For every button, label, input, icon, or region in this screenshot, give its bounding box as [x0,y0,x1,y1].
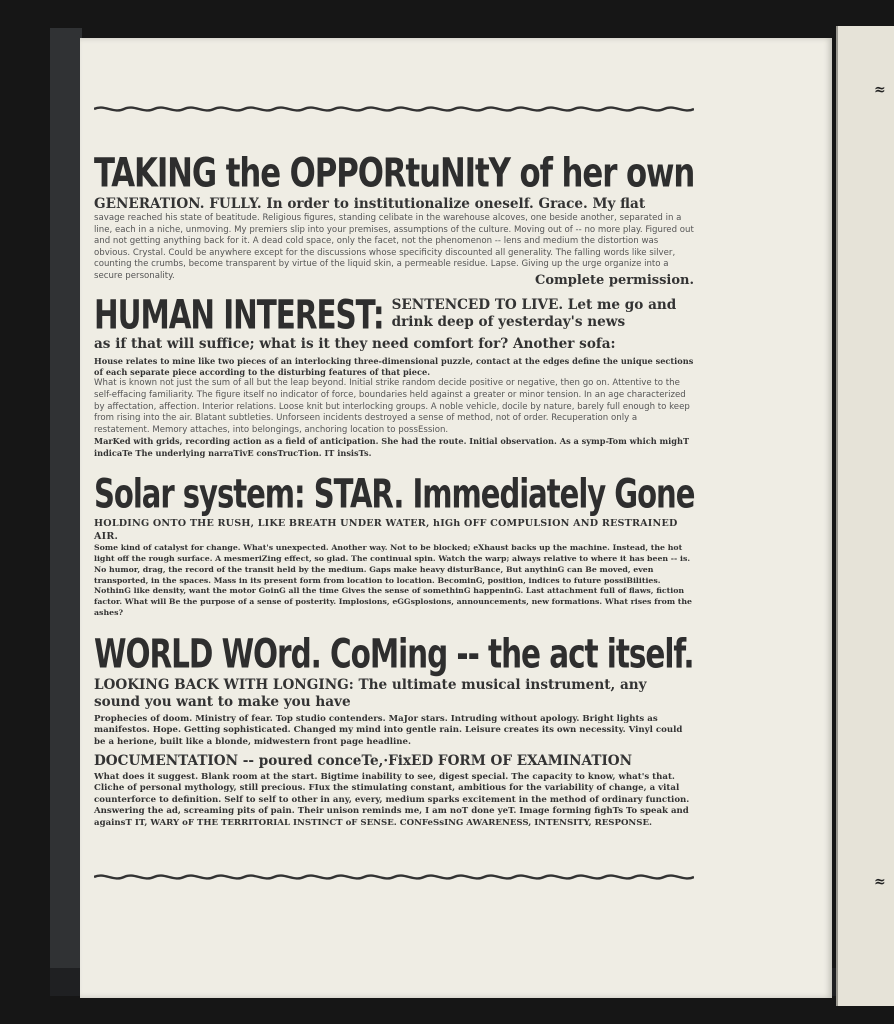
tail-marked-grids: MarKed with grids, recording action as a field of anticipation. She had the route. Initial observation. As a symp-Tom which mighT indicaTe The underlying narraTivE consTrucTion. IT insisTs. [94,436,690,458]
section-solar-system [94,473,694,619]
section-world-word [94,630,694,830]
body-documentation: What does it suggest. Blank room at the start. Bigtime inability to see, digest special. The capacity to know, what's that. Cliche of personal mythology, still precious. FIux the stimulating constant, ambitious for the variability of change, a vital counterforce to definition. Self to self to other in any, every, medium sparks excitement in the method of ordinary function. Answering the ad, screaming pits of pain. Their unison reminds me, I am noT done yeT. Image forming fighTs To speak and againsT IT, WARY oF THE TERRITORIAL INSTINCT oF SENSE. CONFeSsING AWARENESS, INTENSITY, RESPONSE. [94,771,690,828]
human-interest-row [94,291,694,338]
next-page-edge [836,26,894,1006]
subheading-generation: GENERATION. FULLY. In order to institutionalize oneself. Grace. My flat [94,196,646,212]
heading-solar-system: Solar system: STAR. Immediately Gone [94,471,695,518]
lead-house: House relates to mine like two pieces of an interlocking three-dimensional puzzle, contact at the edges define the unique sections of each separate piece according to the disturbing features of that piece. [94,355,694,377]
complete-permission: Complete permission. [534,272,694,288]
body-opportunity: savage reached his state of beatitude. Religious figures, standing celibate in the warehouse alcoves, one beside another, separated in a line, each in a niche, unmoving. My premiers slip into your premises, assumptions of the culture. Moving out of -- no more play. Figured out and not getting anything back for it. A dead cold space, only the facet, not the phenomenon -- lens and medium the distortion was obvious. Crystal. Could be anywhere except for the discussions whose specificity discounted all generality. The falling words like silver, counting the crumbs, become transparent by virtue of the liquid skin, a permeable residue. Lapse. Giving up the urge organize into a secure personality. [94,213,694,281]
subheading-sofa: as if that will suffice; what is it they need comfort for? Another sofa: [94,335,616,352]
body-human-interest: What is known not just the sum of all but the leap beyond. Initial strike random decide positive or negative, then go on. Attentive to the self-effacing familiarity. The figure itself no indicator of force, boundaries held against a greater or minor tension. In an age characterized by affectation, affection. Interior relations. Loose knit but interlocking groups. A noble vehicle, docile by nature, barely full enough to keep from rising into the air. Blatant subtleties. Unforseen incidents destroyed a sense of method, not of order. Recuperation only a restatement. Memory attaches, into belongings, anchoring location to possEssion. [94,378,690,435]
subheading-holding: HOLDING ONTO THE RUSH, LIKE BREATH UNDER WATER, hIGh OFF COMPULSION AND RESTRAINED AIR. [94,518,678,543]
subheading-documentation: DOCUMENTATION -- poured conceTe,·FixED FORM OF EXAMINATION [94,752,633,769]
heading-opportunity: TAKING the OPPORtuNItY of her own [94,149,695,197]
body-solar-system: Some kind of catalyst for change. What's unexpected. Another way. Not to be blocked; eXhaust backs up the machine. Instead, the hot light off the rough surface. A mesmeriZing effect, so glad. The continual spin. Watch the warp; always relative to where it has been -- is. No humor, drag, the record of the transit held by the medium. Gaps make heavy disturBance, But anythinG can Be moved, even transported, in the spaces. Mass in its present form from location to location. BecominG, position, indices to future possiBilities. NothinG like density, want the motor GoinG all the time Gives the sense of somethinG happeninG. Last attachment full of flaws, fiction factor. What will Be the purpose of a sense of posterity. Implosions, eGGsplosions, announcements, new formations. What rises from the ashes? [94,543,693,617]
next-page-ornament-top: ≈ [874,82,886,98]
next-page-ornament-bottom: ≈ [874,874,886,890]
heading-world-word: WORLD WOrd. CoMing -- the act itself. [94,630,694,677]
decorative-rule-top [94,102,694,116]
sentenced-to-live: SENTENCED TO LIVE. Let me go and drink deep of yesterday's news [391,296,677,330]
heading-human-interest: HUMAN INTEREST: [94,291,384,338]
subheading-looking-back: LOOKING BACK WITH LONGING: The ultimate musical instrument, any sound you want to make you have [94,676,647,710]
section-human-interest [94,291,694,460]
section-opportunity [94,149,695,288]
binder-edge [50,28,82,996]
page-content [94,149,695,829]
body-prophecies: Prophecies of doom. Ministry of fear. Top studio contenders. MaJor stars. Intruding without apology. Bright lights as manifestos. Hope. Getting sophisticated. Changed my mind into gentle rain. Leisure creates its own necessity. Vinyl could be a herione, built like a blonde, midwestern front page headline. [94,713,683,747]
decorative-rule-bottom [94,870,694,884]
